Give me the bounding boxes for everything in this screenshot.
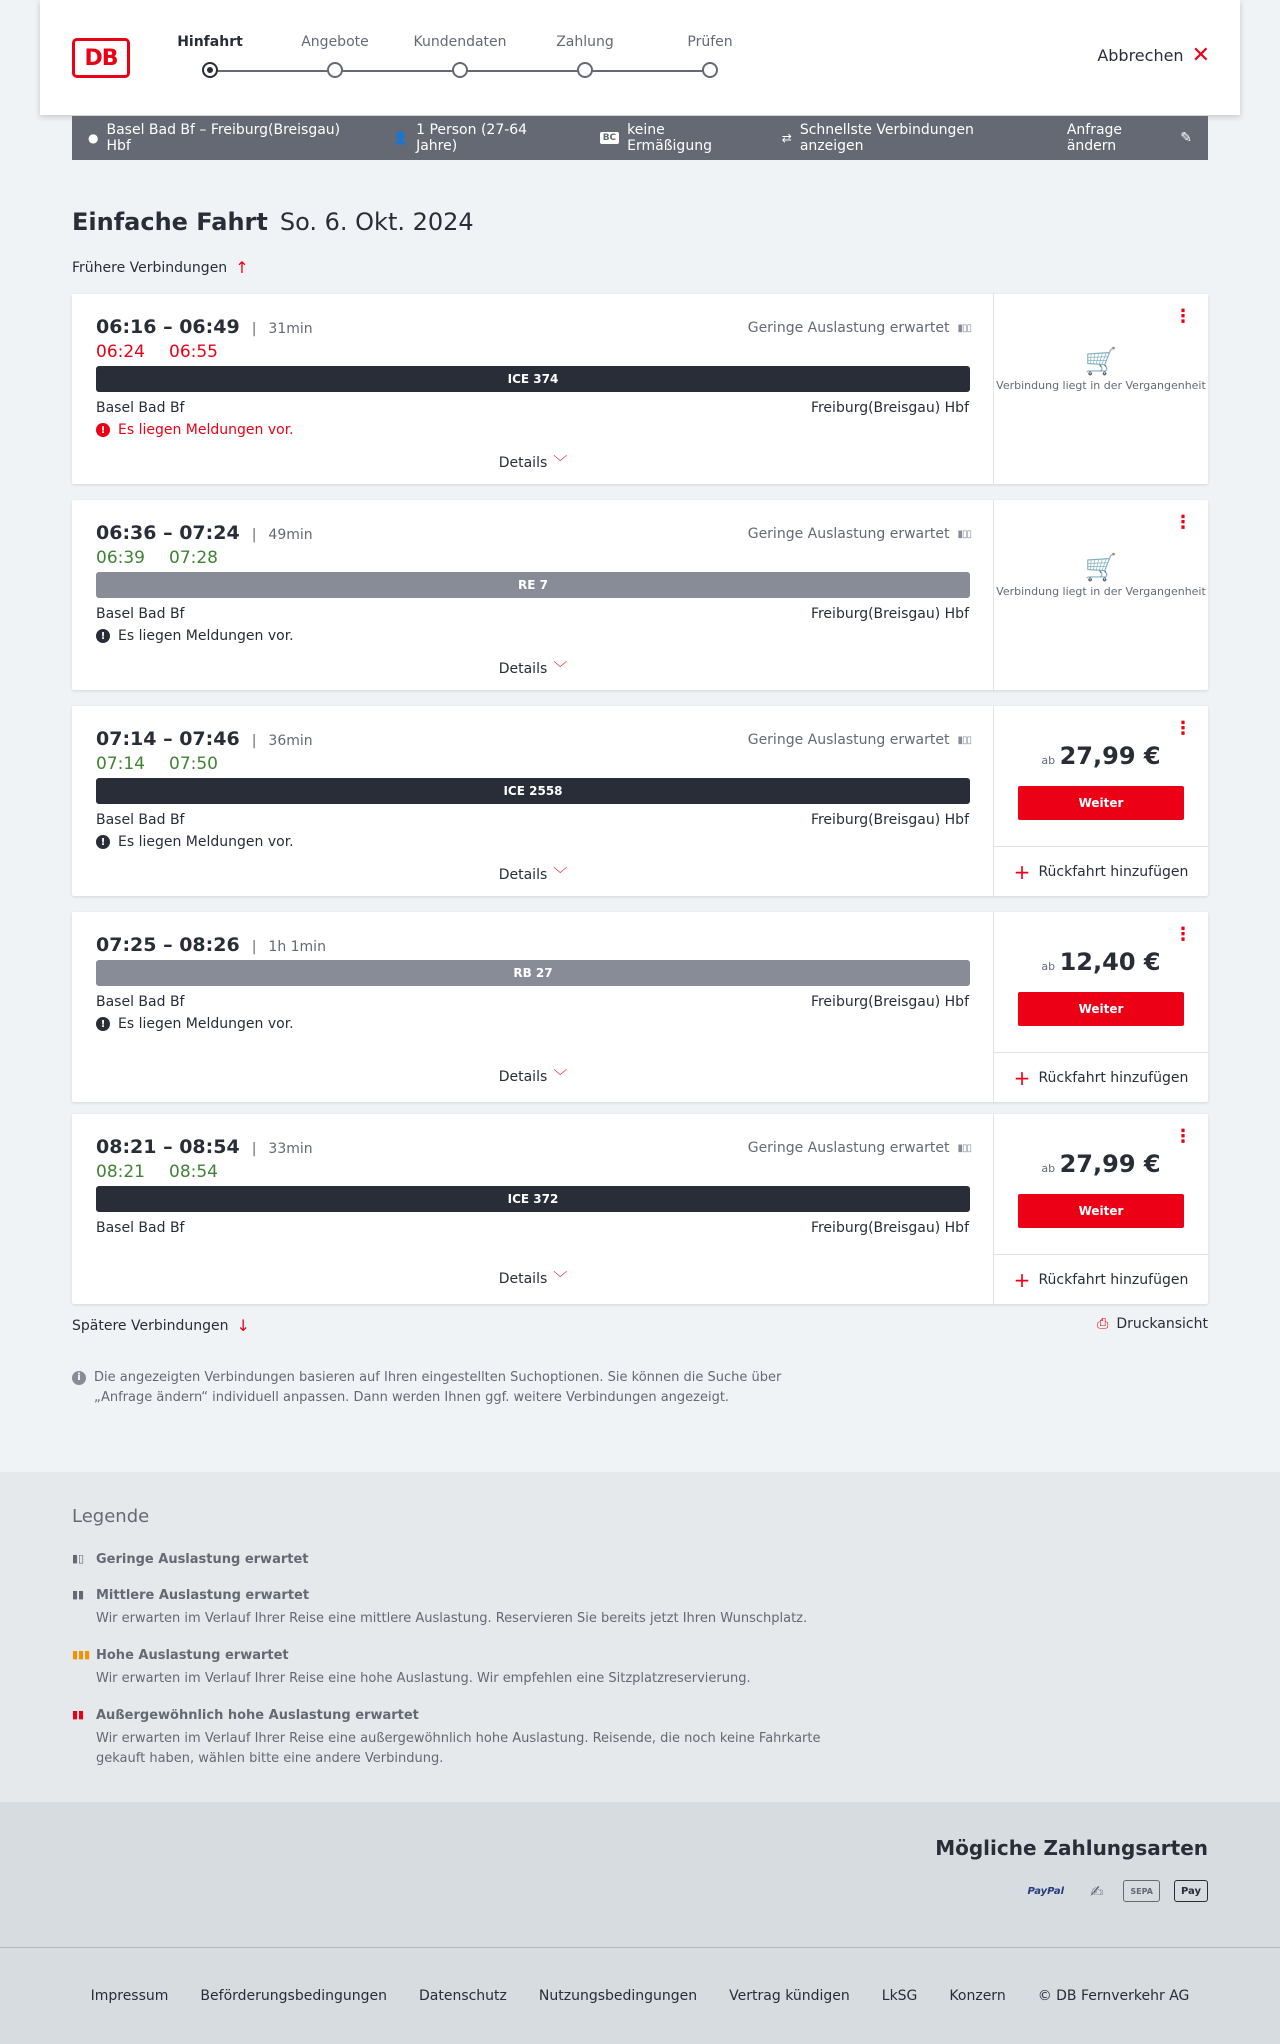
location-pin-icon: ● <box>88 131 99 145</box>
notice-message <box>96 1016 294 1032</box>
connection-info <box>72 1114 994 1304</box>
person-icon: 👤 <box>393 131 409 145</box>
connection-info <box>72 294 994 484</box>
details-label: Details <box>498 867 548 883</box>
query-route <box>88 122 361 154</box>
details-toggle[interactable] <box>72 658 994 678</box>
occupancy-info <box>748 526 971 542</box>
past-connection-note <box>994 347 1208 394</box>
price-amount: 12,40 € <box>1059 948 1161 976</box>
add-return-label: Rückfahrt hinzufügen <box>1038 1069 1189 1086</box>
step-pruefen <box>650 34 770 54</box>
printer-icon: ⎙ <box>1097 1316 1109 1332</box>
realtime-departure: 06:39 <box>96 548 145 568</box>
past-connection-note <box>994 553 1208 600</box>
separator: | <box>251 939 257 955</box>
details-label: Details <box>498 661 548 677</box>
schedule-times: 06:16 – 06:49 <box>96 316 240 338</box>
duration: 36min <box>268 733 313 749</box>
offer-panel <box>994 294 1208 484</box>
alert-icon: ! <box>96 629 110 643</box>
occupancy-text: Geringe Auslastung erwartet <box>747 732 950 748</box>
origin-station: Basel Bad Bf <box>96 1220 185 1236</box>
more-options-icon[interactable]: ⋮ <box>1174 1126 1192 1147</box>
schedule-times: 08:21 – 08:54 <box>96 1136 240 1158</box>
step-label: Zahlung <box>556 34 614 50</box>
footer-copyright: © DB Fernverkehr AG <box>1037 1988 1190 2004</box>
later-connections-link[interactable] <box>72 1316 250 1335</box>
details-toggle[interactable] <box>72 864 994 884</box>
train-bar[interactable]: ICE 372 <box>96 1186 970 1212</box>
query-route-text: Basel Bad Bf – Freiburg(Breisgau) Hbf <box>106 122 341 154</box>
occupancy-low-icon: ▮▯▯ <box>957 322 971 334</box>
separator: | <box>251 321 257 337</box>
bahncard-icon: BC <box>600 132 619 144</box>
query-discount <box>600 122 750 154</box>
price <box>994 948 1208 976</box>
price-amount: 27,99 € <box>1059 1150 1161 1178</box>
destination-station: Freiburg(Breisgau) Hbf <box>810 606 969 622</box>
legend-item-title <box>72 1708 832 1723</box>
payment-icons <box>1022 1880 1209 1902</box>
occupancy-low-icon: ▮▯▯ <box>957 734 971 746</box>
price-prefix: ab <box>1041 754 1056 767</box>
notice-text: Es liegen Meldungen vor. <box>118 1016 294 1032</box>
offer-panel <box>994 706 1208 896</box>
print-label: Druckansicht <box>1116 1316 1208 1332</box>
legend-title: Legende <box>72 1506 150 1527</box>
connection-info <box>72 912 994 1102</box>
legend-item-desc: Wir erwarten im Verlauf Ihrer Reise eine außergewöhnlich hohe Auslastung. Reisende, die noch keine Fahrkarte gekauft haben, wählen bitte eine andere Verbindung. <box>96 1731 821 1766</box>
notice-text: Es liegen Meldungen vor. <box>118 422 294 438</box>
connection-card <box>72 1114 1208 1304</box>
separator: | <box>251 527 257 543</box>
train-bar[interactable]: RB 27 <box>96 960 970 986</box>
notice-message <box>96 834 294 850</box>
query-discount-text: keine Ermäßigung <box>627 122 712 154</box>
legend-item-desc: Wir erwarten im Verlauf Ihrer Reise eine hohe Auslastung. Wir empfehlen eine Sitzplatzreservierung. <box>96 1671 751 1686</box>
past-text: Verbindung liegt in der Vergangenheit <box>996 379 1206 392</box>
details-label: Details <box>498 1271 548 1287</box>
query-fastest[interactable] <box>782 122 1035 154</box>
query-fastest-text: Schnellste Verbindungen anzeigen <box>799 122 974 154</box>
footer-link-konzern[interactable]: Konzern <box>949 1988 1006 2004</box>
realtime-arrival: 08:54 <box>169 1162 218 1182</box>
connection-times <box>96 934 326 956</box>
occupancy-medium-icon: ▮▮ <box>72 1588 85 1601</box>
add-return-button[interactable] <box>994 846 1208 896</box>
connection-info <box>72 706 994 896</box>
connection-card <box>72 912 1208 1102</box>
alert-icon: ! <box>96 1017 110 1031</box>
notice-message <box>96 422 294 438</box>
legend-item-low <box>72 1552 832 1567</box>
continue-button[interactable]: Weiter <box>1018 992 1184 1026</box>
progress-header <box>40 0 1240 115</box>
trip-type: Einfache Fahrt <box>72 208 268 236</box>
db-logo[interactable]: DB <box>72 38 130 78</box>
payment-title: Mögliche Zahlungsarten <box>935 1836 1208 1860</box>
schedule-times: 07:25 – 08:26 <box>96 934 240 956</box>
connection-times <box>96 522 313 544</box>
step-hinfahrt <box>150 34 270 54</box>
booking-steps <box>177 34 740 84</box>
price-prefix: ab <box>1041 960 1056 973</box>
occupancy-info <box>748 732 971 748</box>
duration: 1h 1min <box>268 939 326 955</box>
trip-date: So. 6. Okt. 2024 <box>279 208 474 236</box>
occupancy-text: Geringe Auslastung erwartet <box>747 320 950 336</box>
chevron-down-icon: ﹀ <box>553 455 568 471</box>
realtime-times <box>96 342 218 362</box>
plus-icon: + <box>1013 859 1031 884</box>
more-options-icon[interactable]: ⋮ <box>1174 512 1192 533</box>
realtime-departure: 07:14 <box>96 754 145 774</box>
chevron-down-icon: ﹀ <box>553 1271 568 1287</box>
step-label: Kundendaten <box>413 34 507 50</box>
cancel-label: Abbrechen <box>1097 46 1184 65</box>
close-icon: ✕ <box>1191 42 1210 68</box>
legend-very-high-label: Außergewöhnlich hohe Auslastung erwartet <box>96 1708 419 1723</box>
price <box>994 1150 1208 1178</box>
query-persons-text: 1 Person (27-64 Jahre) <box>416 122 528 154</box>
more-options-icon[interactable]: ⋮ <box>1174 718 1192 739</box>
footer <box>0 1948 1280 2044</box>
realtime-times <box>96 548 218 568</box>
occupancy-text: Geringe Auslastung erwartet <box>747 1140 950 1156</box>
step-label: Angebote <box>301 34 369 50</box>
add-return-button[interactable] <box>994 1254 1208 1304</box>
legend-item-title <box>72 1648 832 1663</box>
search-info-note <box>72 1368 842 1408</box>
occupancy-text: Geringe Auslastung erwartet <box>747 526 950 542</box>
step-kundendaten <box>400 34 520 54</box>
occupancy-info <box>748 1140 971 1156</box>
details-toggle[interactable] <box>72 1066 994 1086</box>
legend-item-medium <box>72 1588 832 1629</box>
train-bar[interactable]: ICE 2558 <box>96 778 970 804</box>
connection-times <box>96 1136 313 1158</box>
price-prefix: ab <box>1041 1162 1056 1175</box>
earlier-label: Frühere Verbindungen <box>72 259 228 276</box>
footer-link-impressum[interactable]: Impressum <box>90 1988 169 2004</box>
step-dot-icon <box>202 62 218 78</box>
legend-item-high <box>72 1648 832 1689</box>
notice-text: Es liegen Meldungen vor. <box>118 628 294 644</box>
step-zahlung <box>525 34 645 54</box>
occupancy-info <box>748 320 971 336</box>
duration: 33min <box>268 1141 313 1157</box>
footer-link-nutzungsbedingungen[interactable]: Nutzungsbedingungen <box>538 1988 698 2004</box>
paypal-icon: PayPal <box>1027 1885 1065 1897</box>
step-label: Prüfen <box>687 34 733 50</box>
legend-section <box>0 1472 1280 1802</box>
connection-times <box>96 316 313 338</box>
legend-item-title <box>72 1552 832 1567</box>
realtime-departure: 06:24 <box>96 342 145 362</box>
occupancy-low-icon: ▮▯▯ <box>957 528 971 540</box>
connection-times <box>96 728 313 750</box>
schedule-times: 06:36 – 07:24 <box>96 522 240 544</box>
info-text: Die angezeigten Verbindungen basieren auf Ihren eingestellten Suchoptionen. Sie können die Suche über „Anfrage ändern“ individuell anpassen. Dann werden Ihnen ggf. weitere Verbindungen angezeigt. <box>94 1370 782 1405</box>
add-return-label: Rückfahrt hinzufügen <box>1038 863 1189 880</box>
footer-link-lksg[interactable]: LkSG <box>881 1988 918 2004</box>
apple-pay-icon: Pay <box>1174 1880 1208 1902</box>
chevron-down-icon: ﹀ <box>553 661 568 677</box>
origin-station: Basel Bad Bf <box>96 812 185 828</box>
step-angebote <box>275 34 395 54</box>
query-summary-bar <box>72 116 1208 160</box>
legend-item-desc: Wir erwarten im Verlauf Ihrer Reise eine mittlere Auslastung. Reservieren Sie bereits jetzt Ihren Wunschplatz. <box>96 1611 808 1626</box>
price <box>994 742 1208 770</box>
details-label: Details <box>498 1069 548 1085</box>
cart-unavailable-icon: 🛒 <box>1084 347 1118 377</box>
page-title <box>72 208 474 236</box>
duration: 49min <box>268 527 313 543</box>
connection-card <box>72 706 1208 896</box>
realtime-arrival: 07:50 <box>169 754 218 774</box>
change-query-button[interactable] <box>1067 122 1192 154</box>
details-toggle[interactable] <box>72 1268 994 1288</box>
step-dot-icon <box>327 62 343 78</box>
continue-button[interactable]: Weiter <box>1018 1194 1184 1228</box>
destination-station: Freiburg(Breisgau) Hbf <box>810 812 969 828</box>
pencil-icon: ✎ <box>1180 130 1192 146</box>
chevron-down-icon: ﹀ <box>553 1069 568 1085</box>
past-text: Verbindung liegt in der Vergangenheit <box>996 585 1206 598</box>
payment-methods-section <box>0 1802 1280 1948</box>
alert-icon: ! <box>96 423 110 437</box>
occupancy-high-icon: ▮▮▮ <box>72 1648 91 1661</box>
chevron-down-icon: ﹀ <box>553 867 568 883</box>
schedule-times: 07:14 – 07:46 <box>96 728 240 750</box>
plus-icon: + <box>1013 1267 1031 1292</box>
print-view-link[interactable] <box>1097 1316 1208 1332</box>
connection-card <box>72 294 1208 484</box>
continue-button[interactable]: Weiter <box>1018 786 1184 820</box>
arrow-up-icon: ↑ <box>235 258 249 277</box>
later-label: Spätere Verbindungen <box>72 1317 229 1334</box>
footer-link-datenschutz[interactable]: Datenschutz <box>418 1988 507 2004</box>
cart-unavailable-icon: 🛒 <box>1084 553 1118 583</box>
realtime-times <box>96 754 218 774</box>
swap-icon: ⇄ <box>781 131 792 145</box>
destination-station: Freiburg(Breisgau) Hbf <box>810 1220 969 1236</box>
separator: | <box>251 733 257 749</box>
add-return-label: Rückfahrt hinzufügen <box>1038 1271 1189 1288</box>
price-amount: 27,99 € <box>1059 742 1161 770</box>
step-dot-icon <box>452 62 468 78</box>
legend-medium-label: Mittlere Auslastung erwartet <box>96 1588 310 1603</box>
origin-station: Basel Bad Bf <box>96 400 185 416</box>
sepa-icon: SEPA <box>1123 1880 1160 1902</box>
separator: | <box>251 1141 257 1157</box>
alert-icon: ! <box>96 835 110 849</box>
more-options-icon[interactable]: ⋮ <box>1174 306 1192 327</box>
plus-icon: + <box>1013 1065 1031 1090</box>
offer-panel <box>994 500 1208 690</box>
legend-item-very-high <box>72 1708 832 1769</box>
offer-panel <box>994 912 1208 1102</box>
notice-text: Es liegen Meldungen vor. <box>118 834 294 850</box>
info-icon: i <box>72 1371 86 1385</box>
credit-card-icon: ✍ <box>1090 1881 1104 1901</box>
query-persons <box>393 122 568 154</box>
duration: 31min <box>268 321 313 337</box>
occupancy-low-icon: ▮▯ <box>72 1552 85 1565</box>
legend-low-label: Geringe Auslastung erwartet <box>96 1552 309 1567</box>
destination-station: Freiburg(Breisgau) Hbf <box>810 994 969 1010</box>
step-label: Hinfahrt <box>177 34 243 50</box>
arrow-down-icon: ↓ <box>236 1316 250 1335</box>
connection-info <box>72 500 994 690</box>
earlier-connections-link[interactable] <box>72 258 249 277</box>
step-dot-icon <box>577 62 593 78</box>
realtime-arrival: 06:55 <box>169 342 218 362</box>
realtime-arrival: 07:28 <box>169 548 218 568</box>
legend-high-label: Hohe Auslastung erwartet <box>96 1648 289 1663</box>
notice-message <box>96 628 294 644</box>
more-options-icon[interactable]: ⋮ <box>1174 924 1192 945</box>
origin-station: Basel Bad Bf <box>96 994 185 1010</box>
realtime-departure: 08:21 <box>96 1162 145 1182</box>
change-query-label: Anfrage ändern <box>1066 122 1123 154</box>
details-label: Details <box>498 455 548 471</box>
train-bar[interactable]: ICE 374 <box>96 366 970 392</box>
footer-link-vertrag-kuendigen[interactable]: Vertrag kündigen <box>729 1988 850 2004</box>
footer-link-befoerderungsbedingungen[interactable]: Beförderungsbedingungen <box>200 1988 387 2004</box>
destination-station: Freiburg(Breisgau) Hbf <box>810 400 969 416</box>
add-return-button[interactable] <box>994 1052 1208 1102</box>
occupancy-low-icon: ▮▯▯ <box>957 1142 971 1154</box>
offer-panel <box>994 1114 1208 1304</box>
train-bar[interactable]: RE 7 <box>96 572 970 598</box>
cancel-button[interactable] <box>1097 42 1210 68</box>
step-dot-icon <box>702 62 718 78</box>
legend-item-title <box>72 1588 832 1603</box>
details-toggle[interactable] <box>72 452 994 472</box>
connection-card <box>72 500 1208 690</box>
origin-station: Basel Bad Bf <box>96 606 185 622</box>
occupancy-very-high-icon: ▮▮ <box>72 1708 85 1721</box>
realtime-times <box>96 1162 218 1182</box>
